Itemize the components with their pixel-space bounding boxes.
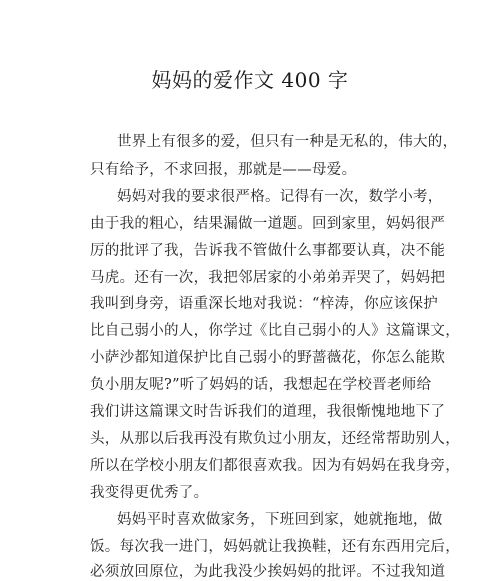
text-line: 妈妈对我的要求很严格。记得有一次，数学小考， — [117, 189, 443, 205]
text-line: 厉的批评了我，告诉我不管做什么事都要认真，决不能 — [90, 243, 446, 259]
text-line: 头，从那以后我再没有欺负过小朋友，还经常帮助别人， — [90, 431, 460, 447]
text-line: 我们讲这篇课文时告诉我们的道理，我很惭愧地地下了 — [90, 404, 446, 420]
text-line: 饭。每次我一进门，妈妈就让我换鞋，还有东西用完后， — [90, 539, 460, 555]
text-line: 必须放回原位，为此我没少挨妈妈的批评。不过我知道 — [90, 564, 446, 580]
text-line: 马虎。还有一次，我把邻居家的小弟弟弄哭了，妈妈把 — [90, 270, 446, 286]
text-line: 我叫到身旁，语重深长地对我说：“梓涛，你应该保护 — [90, 296, 439, 312]
text-line: 所以在学校小朋友们都很喜欢我。因为有妈妈在我身旁， — [90, 458, 460, 474]
text-line: 比自己弱小的人，你学过《比自己弱小的人》这篇课文， — [90, 323, 460, 339]
text-line: 妈妈平时喜欢做家务，下班回到家，她就拖地，做 — [117, 512, 443, 528]
text-line: 世界上有很多的爱，但只有一种是无私的，伟大的， — [117, 134, 458, 150]
text-line: 只有给予，不求回报，那就是——母爱。 — [90, 162, 357, 178]
text-line: 由于我的粗心，结果漏做一道题。回到家里，妈妈很严 — [90, 216, 446, 232]
text-line: 负小朋友呢?”听了妈妈的话，我想起在学校晋老师给 — [90, 377, 432, 393]
text-line: 小萨沙都知道保护比自己弱小的野蔷薇花，你怎么能欺 — [90, 350, 446, 366]
document-title: 妈妈的爱作文 400 字 — [151, 68, 349, 92]
text-line: 我变得更优秀了。 — [90, 485, 209, 501]
